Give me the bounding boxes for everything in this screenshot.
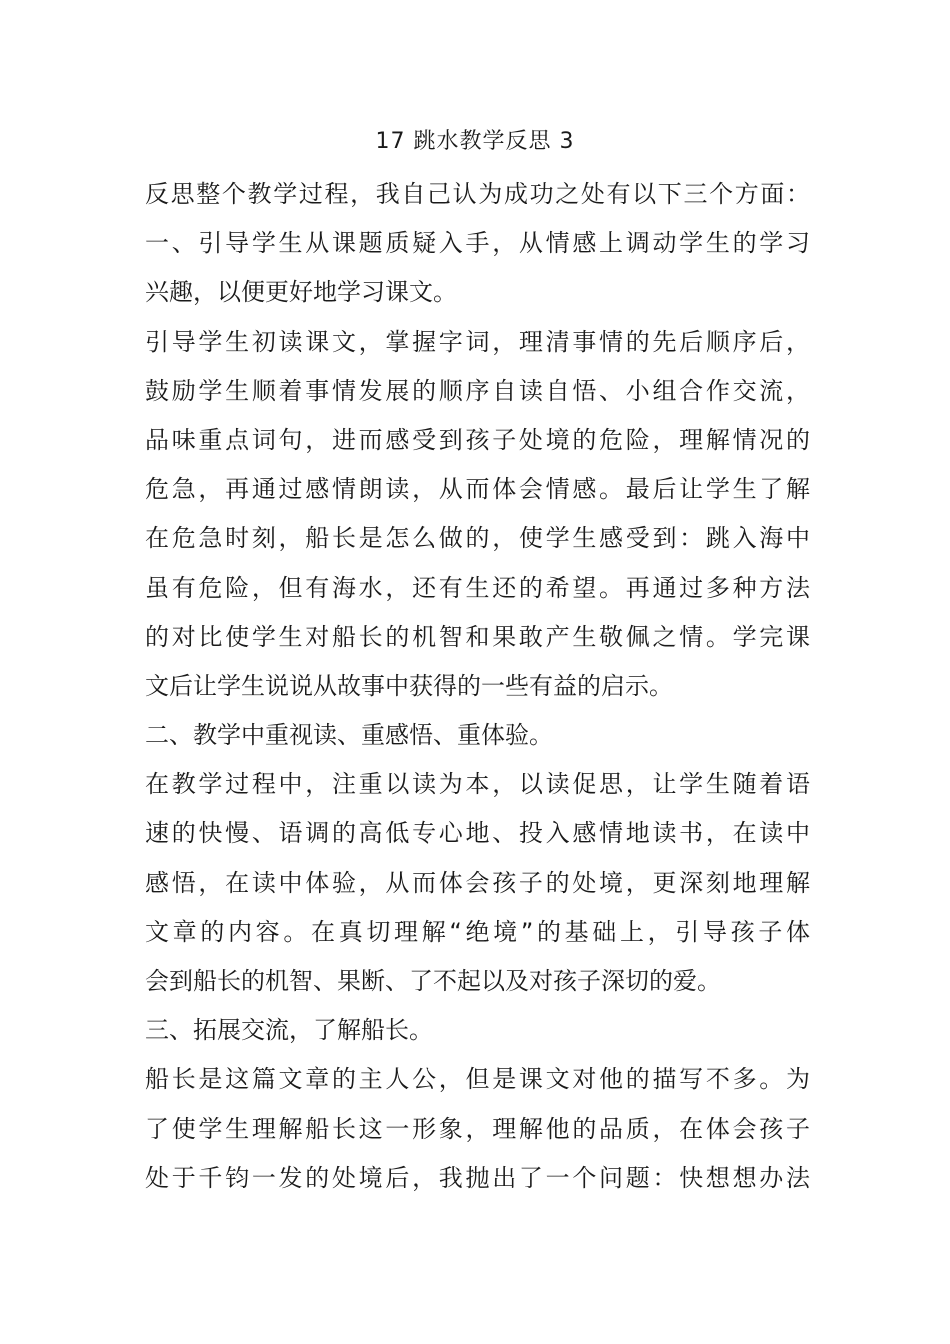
document-body — [145, 170, 810, 1203]
text-line: 一、引导学生从课题质疑入手，从情感上调动学生的学习 — [145, 229, 810, 258]
text-line: 品味重点词句，进而感受到孩子处境的危险，理解情况的 — [145, 425, 810, 454]
text-line: 了使学生理解船长这一形象，理解他的品质，在体会孩子 — [145, 1114, 810, 1143]
text-line: 处于千钧一发的处境后，我抛出了一个问题：快想想办法 — [145, 1163, 810, 1192]
text-line: 会到船长的机智、果断、了不起以及对孩子深切的爱。 — [145, 967, 721, 995]
text-line: 引导学生初读课文，掌握字词，理清事情的先后顺序后， — [145, 327, 810, 356]
text-line: 二、教学中重视读、重感悟、重体验。 — [145, 721, 553, 750]
text-line: 反思整个教学过程，我自己认为成功之处有以下三个方面： — [145, 180, 810, 208]
text-line: 危急，再通过感情朗读，从而体会情感。最后让学生了解 — [145, 475, 810, 504]
text-line: 文后让学生说说从故事中获得的一些有益的启示。 — [145, 671, 673, 700]
text-line: 在教学过程中，注重以读为本，以读促思，让学生随着语 — [145, 770, 810, 799]
text-line: 文章的内容。在真切理解“绝境”的基础上，引导孩子体 — [145, 917, 810, 946]
text-line: 在危急时刻，船长是怎么做的，使学生感受到：跳入海中 — [145, 524, 810, 553]
text-line: 三、拓展交流，了解船长。 — [145, 1016, 433, 1045]
document-title: 17 跳水教学反思 3 — [375, 129, 575, 154]
text-line: 速的快慢、语调的高低专心地、投入感情地读书，在读中 — [145, 819, 810, 848]
text-line: 虽有危险，但有海水，还有生还的希望。再通过多种方法 — [145, 573, 810, 602]
text-line: 鼓励学生顺着事情发展的顺序自读自悟、小组合作交流， — [145, 376, 810, 405]
text-line: 兴趣，以便更好地学习课文。 — [145, 278, 457, 307]
text-line: 船长是这篇文章的主人公，但是课文对他的描写不多。为 — [145, 1065, 810, 1094]
text-line: 的对比使学生对船长的机智和果敢产生敬佩之情。学完课 — [145, 622, 810, 651]
text-line: 感悟，在读中体验，从而体会孩子的处境，更深刻地理解 — [145, 868, 810, 897]
